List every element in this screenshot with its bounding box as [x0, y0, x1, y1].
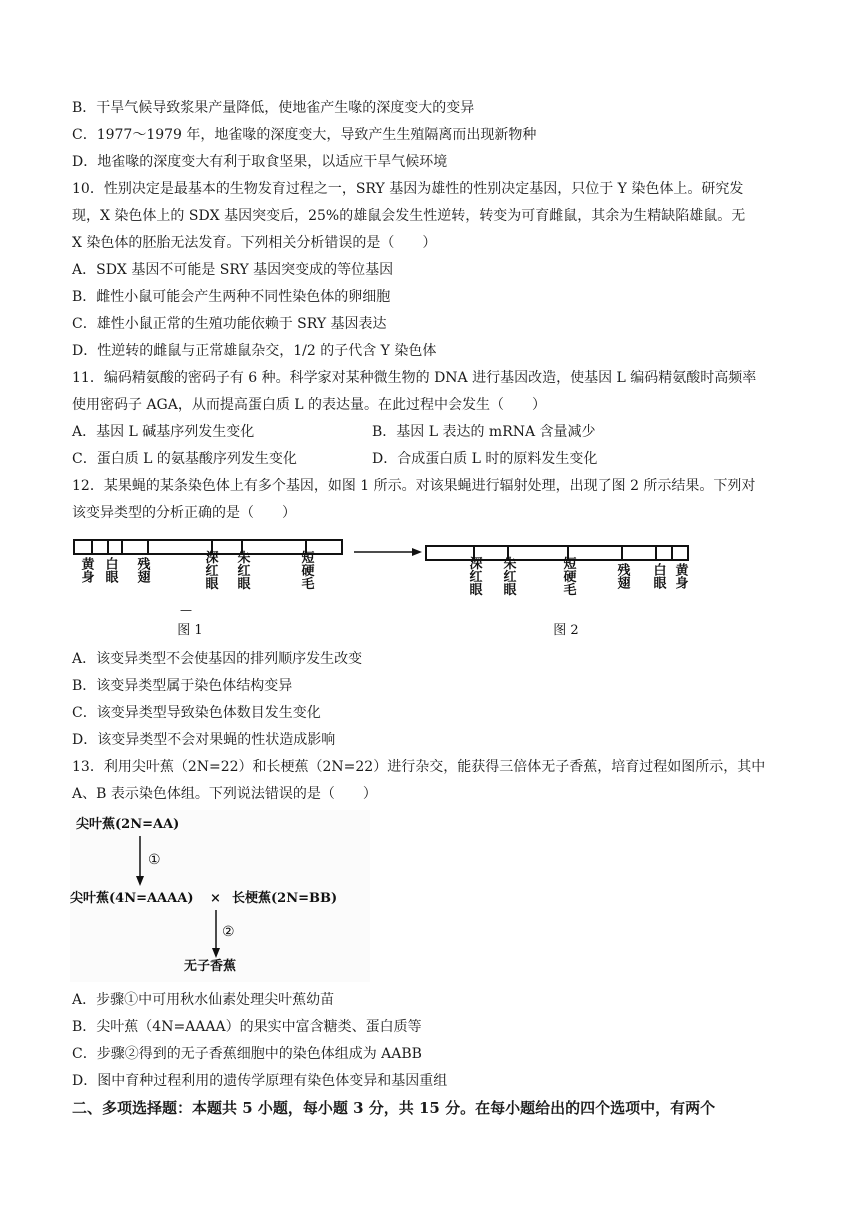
q12-chromosome-figure [60, 530, 700, 642]
q10-stem-line1: 10．性别决定是最基本的生物发育过程之一，SRY 基因为雄性的性别决定基因，只位于 Y 染色体上。研究发 [72, 181, 744, 197]
q13-option-d: D．图中育种过程利用的遗传学原理有染色体变异和基因重组 [72, 1073, 448, 1089]
fig1-gene-6: 短硬毛 [298, 550, 314, 590]
q10-stem-line3: X 染色体的胚胎无法发育。下列相关分析错误的是（ ） [72, 235, 437, 251]
q11-option-b: B．基因 L 表达的 mRNA 含量减少 [372, 424, 596, 440]
q12-option-a: A．该变异类型不会使基因的排列顺序发生改变 [72, 651, 363, 667]
q13-option-a: A．步骤①中可用秋水仙素处理尖叶蕉幼苗 [72, 992, 335, 1008]
fig2-gene-6: 黄身 [672, 563, 688, 589]
q9-option-c: C．1977～1979 年，地雀喙的深度变大，导致产生生殖隔离而出现新物种 [72, 127, 537, 143]
q9-option-b: B．干旱气候导致浆果产量降低，使地雀产生喙的深度变大的变异 [72, 100, 475, 116]
step1-label: ① [148, 852, 161, 868]
diagram-cross-symbol: × [210, 891, 221, 906]
q9-option-d: D．地雀喙的深度变大有利于取食坚果，以适应干旱气候环境 [72, 154, 448, 170]
fig1-label: 图 1 [177, 623, 203, 638]
fig2-gene-2: 朱红眼 [500, 556, 516, 596]
diagram-top-node: 尖叶蕉(2N=AA) [76, 817, 180, 832]
fig2-gene-1: 深红眼 [466, 556, 482, 596]
q12-stem-line1: 12．某果蝇的某条染色体上有多个基因，如图 1 所示。对该果蝇进行辐射处理，出现了图 2 所示结果。下列对 [72, 478, 756, 494]
diagram-right-node: 长梗蕉(2N=BB) [232, 891, 338, 906]
q10-option-d: D．性逆转的雌鼠与正常雄鼠杂交，1/2 的子代含 Y 染色体 [72, 343, 437, 359]
q11-option-c: C．蛋白质 L 的氨基酸序列发生变化 [72, 451, 297, 467]
fig1-gene-5: 朱红眼 [234, 550, 250, 590]
q13-breeding-diagram [70, 810, 370, 982]
fig2-gene-3: 短硬毛 [560, 556, 576, 596]
q11-option-a: A．基因 L 碱基序列发生变化 [72, 424, 255, 440]
q10-option-a: A．SDX 基因不可能是 SRY 基因突变成的等位基因 [72, 262, 394, 278]
q13-option-c: C．步骤②得到的无子香蕉细胞中的染色体组成为 AABB [72, 1046, 422, 1062]
q12-option-c: C．该变异类型导致染色体数目发生变化 [72, 705, 321, 721]
fig2-chromosome-bar [426, 546, 688, 560]
q13-stem-line2: A、B 表示染色体组。下列说法错误的是（ ） [72, 786, 377, 802]
q11-option-d: D．合成蛋白质 L 时的原料发生变化 [372, 451, 598, 467]
q10-stem-line2: 现，X 染色体上的 SDX 基因突变后，25%的雄鼠会发生性逆转，转变为可育雌鼠，其余为生精缺陷雄鼠。无 [72, 208, 746, 224]
fig2-gene-5: 白眼 [650, 563, 666, 589]
fig1-gene-1: 黄身 [78, 557, 94, 583]
q11-stem-line1: 11．编码精氨酸的密码子有 6 种。科学家对某种微生物的 DNA 进行基因改造，使基因 L 编码精氨酸时高频率 [72, 370, 757, 386]
step2-label: ② [222, 924, 235, 940]
q13-option-b: B．尖叶蕉（4N=AAAA）的果实中富含糖类、蛋白质等 [72, 1019, 422, 1035]
q12-option-b: B．该变异类型属于染色体结构变异 [72, 678, 293, 694]
q13-stem-line1: 13．利用尖叶蕉（2N=22）和长梗蕉（2N=22）进行杂交，能获得三倍体无子香蕉，培育过程如图所示，其中 [72, 759, 766, 775]
fig2-gene-4: 残翅 [614, 563, 630, 589]
fig1-gene-3: 残翅 [134, 557, 150, 583]
fig1-gene-2: 白眼 [102, 557, 118, 583]
q11-stem-line2: 使用密码子 AGA，从而提高蛋白质 L 的表达量。在此过程中会发生（ ） [72, 397, 547, 413]
fig1-gene-4: 深红眼 [202, 550, 218, 590]
q10-option-c: C．雄性小鼠正常的生殖功能依赖于 SRY 基因表达 [72, 316, 387, 332]
q10-option-b: B．雌性小鼠可能会产生两种不同性染色体的卵细胞 [72, 289, 391, 305]
q12-stem-line2: 该变异类型的分析正确的是（ ） [72, 505, 296, 521]
fig1-dash: — [180, 603, 192, 617]
section2-heading: 二、多项选择题：本题共 5 小题，每小题 3 分，共 15 分。在每小题给出的四个选项中，有两个 [72, 1099, 716, 1117]
diagram-bottom-node: 无子香蕉 [184, 959, 237, 974]
q12-option-d: D．该变异类型不会对果蝇的性状造成影响 [72, 732, 336, 748]
fig2-label: 图 2 [553, 623, 579, 638]
diagram-left-node: 尖叶蕉(4N=AAAA) [70, 891, 194, 906]
